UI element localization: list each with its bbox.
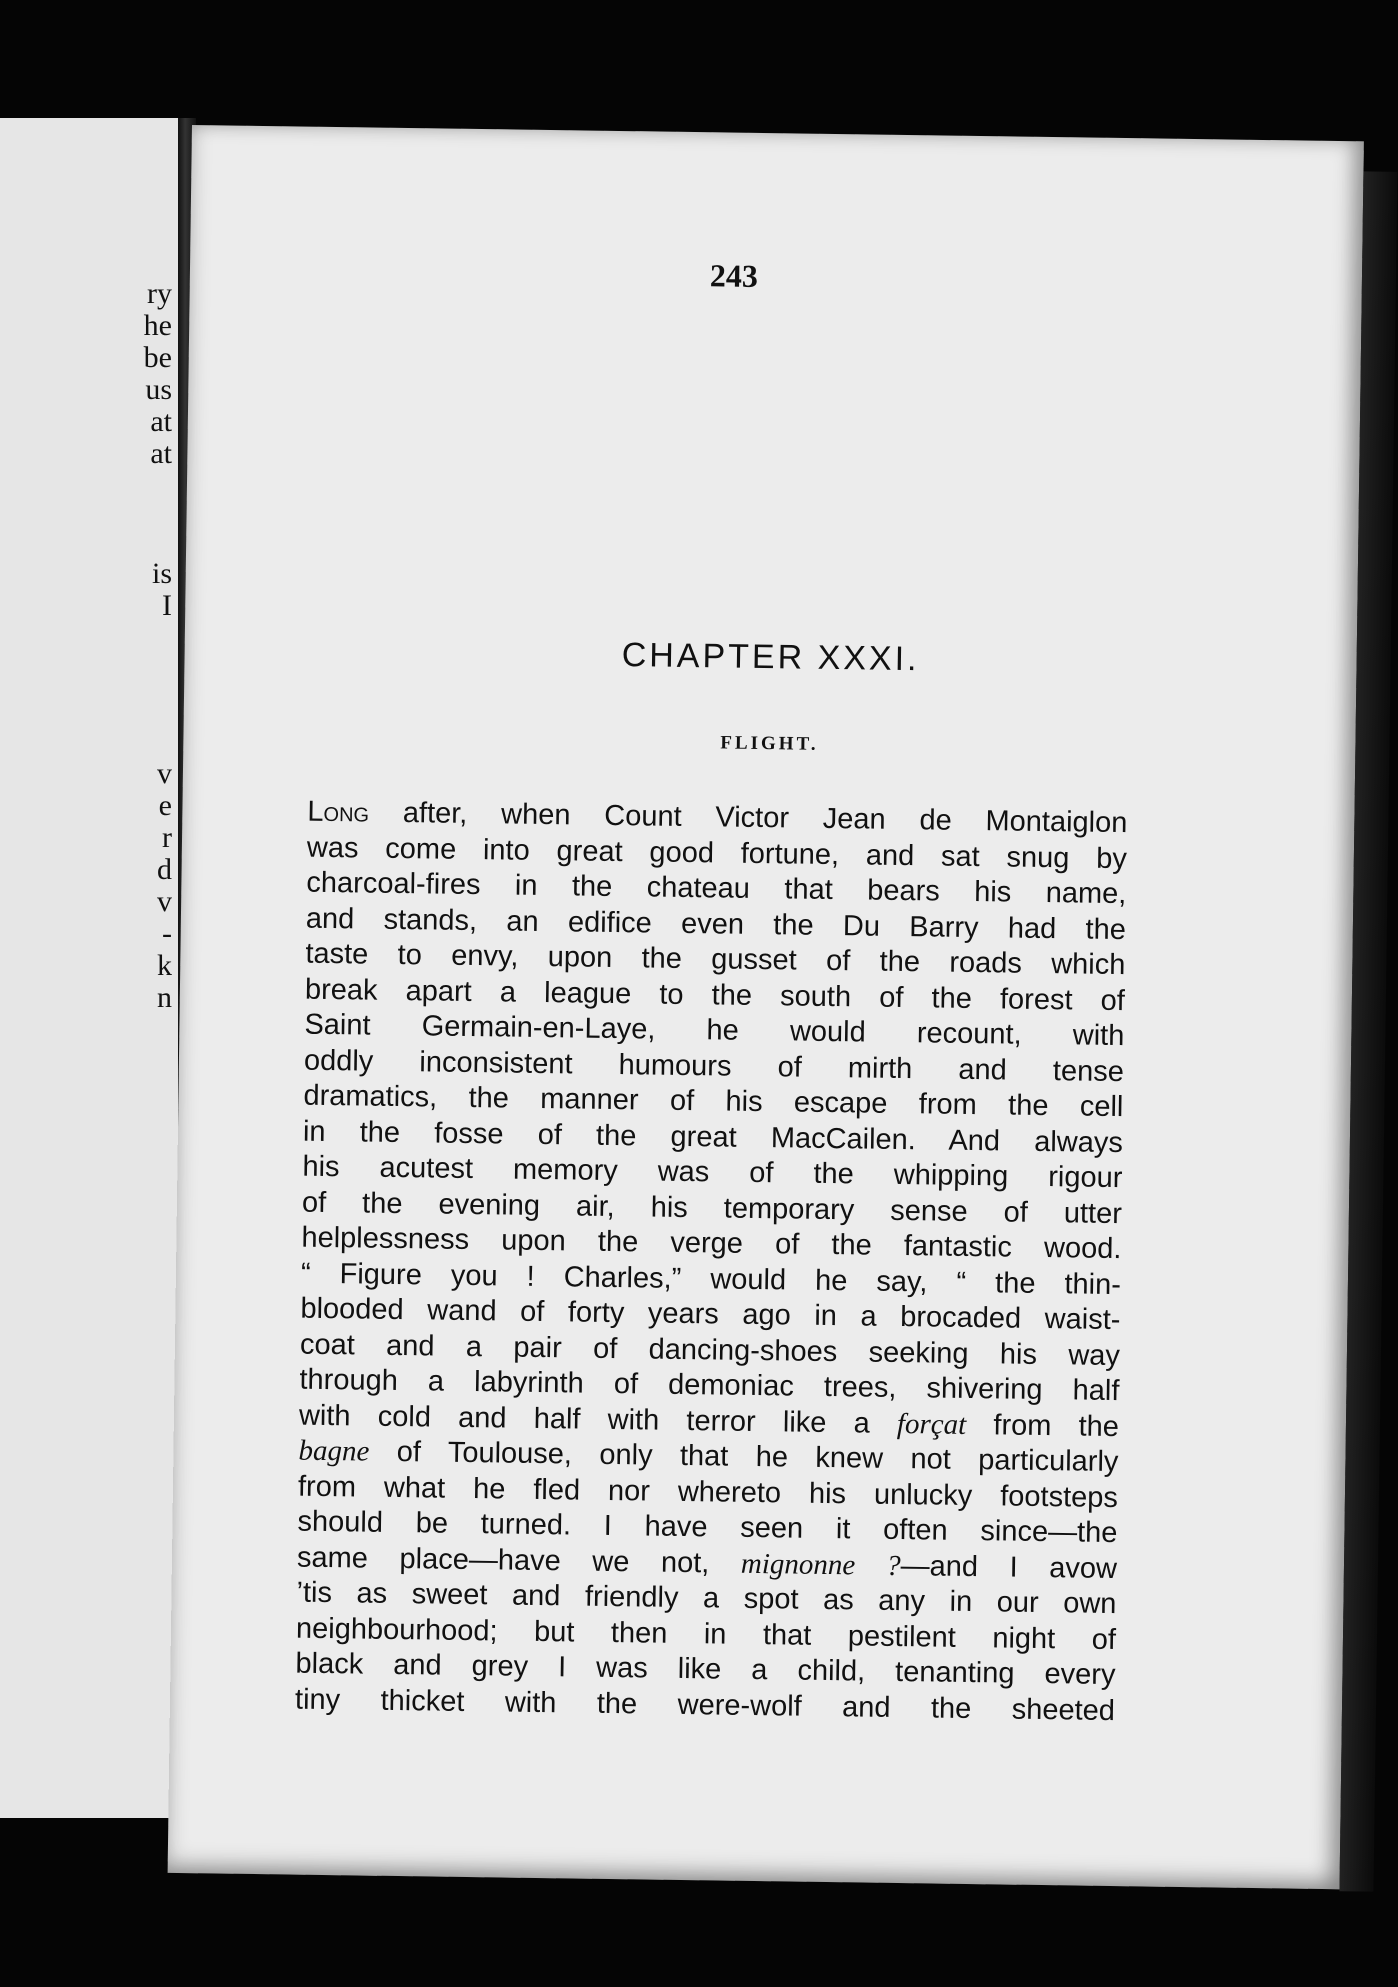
fragment: ry — [147, 277, 172, 310]
chapter-body-text — [295, 795, 1128, 1729]
fragment: is — [151, 557, 172, 590]
fragment: r — [162, 821, 172, 854]
text-segment: and stands, an edifice even the Du Barry had the — [305, 902, 1127, 946]
page-edge-shadow — [1339, 171, 1397, 1891]
book-page — [168, 125, 1364, 1889]
left-page-fragments-1 — [144, 278, 172, 470]
text-segment: helplessness upon the verge of the fantastic wood. — [301, 1221, 1122, 1266]
text-segment: his acutest memory was of the whipping rigour — [302, 1150, 1123, 1195]
text-segment: Saint Germain-en-Laye, he would recount, with — [304, 1008, 1125, 1053]
text-segment: blooded wand of forty years ago in a brocaded waist- — [300, 1292, 1121, 1337]
text-segment: black and grey I was like a child, tenanting every — [295, 1647, 1116, 1692]
text-segment: bagne — [298, 1434, 370, 1468]
fragment: n — [157, 981, 172, 1014]
text-segment: of Toulouse, only that he knew not particularly — [369, 1435, 1119, 1479]
fragment: e — [158, 789, 172, 822]
text-segment: ’tis as sweet and friendly a spot as any in our own — [296, 1576, 1117, 1621]
text-segment: dramatics, the manner of his escape from the cell — [303, 1079, 1124, 1124]
fragment: k — [157, 949, 172, 982]
fragment: v — [157, 757, 172, 790]
fragment: I — [162, 589, 172, 622]
text-segment: mignonne ? — [740, 1547, 901, 1582]
text-segment: in the fosse of the great MacCailen. And always — [302, 1115, 1124, 1159]
text-segment: forçat — [896, 1407, 967, 1441]
text-segment: “ Figure you ! Charles,” would he say, “ the thin- — [300, 1257, 1122, 1301]
text-segment: break apart a league to the south of the forest of — [304, 973, 1126, 1017]
section-title: FLIGHT. — [720, 732, 819, 755]
fragment: us — [145, 373, 172, 406]
left-page-fragments-3 — [157, 758, 172, 1014]
text-segment: through a labyrinth of demoniac trees, shivering half — [299, 1363, 1120, 1408]
text-segment: after, when Count Victor Jean de Montaiglon — [368, 796, 1128, 840]
fragment: at — [150, 437, 172, 470]
text-segment: from what he fled nor whereto his unlucky footsteps — [297, 1470, 1119, 1514]
text-segment: should be turned. I have seen it often since—the — [297, 1505, 1118, 1550]
fragment: be — [143, 341, 172, 374]
fragment: he — [143, 309, 172, 342]
left-page-fragments-2 — [152, 558, 172, 622]
text-segment: with cold and half with terror like a — [298, 1399, 898, 1440]
text-segment: taste to envy, upon the gusset of the roads which — [305, 937, 1126, 982]
text-segment: was come into great good fortune, and sat snug by — [306, 831, 1128, 875]
chapter-title: CHAPTER XXXI. — [621, 636, 920, 679]
text-segment: neighbourhood; but then in that pestilent night of — [295, 1612, 1117, 1656]
fragment: - — [162, 917, 172, 950]
text-segment: —and I avow — [900, 1549, 1118, 1585]
fragment: v — [157, 885, 172, 918]
fragment: d — [157, 853, 172, 886]
text-segment: Long — [307, 795, 370, 829]
text-segment: tiny thicket with the were-wolf and the sheeted — [294, 1683, 1116, 1727]
fragment: at — [150, 405, 172, 438]
text-segment: coat and a pair of dancing-shoes seeking his way — [299, 1328, 1121, 1372]
previous-page-edge — [0, 118, 182, 1818]
text-segment: oddly inconsistent humours of mirth and tense — [303, 1044, 1125, 1088]
text-segment: from the — [965, 1408, 1120, 1443]
text-segment: charcoal-fires in the chateau that bears his name, — [306, 866, 1127, 911]
text-segment: same place—have we not, — [296, 1541, 742, 1580]
page-number: 243 — [709, 257, 759, 294]
text-segment: of the evening air, his temporary sense of utter — [301, 1186, 1123, 1230]
